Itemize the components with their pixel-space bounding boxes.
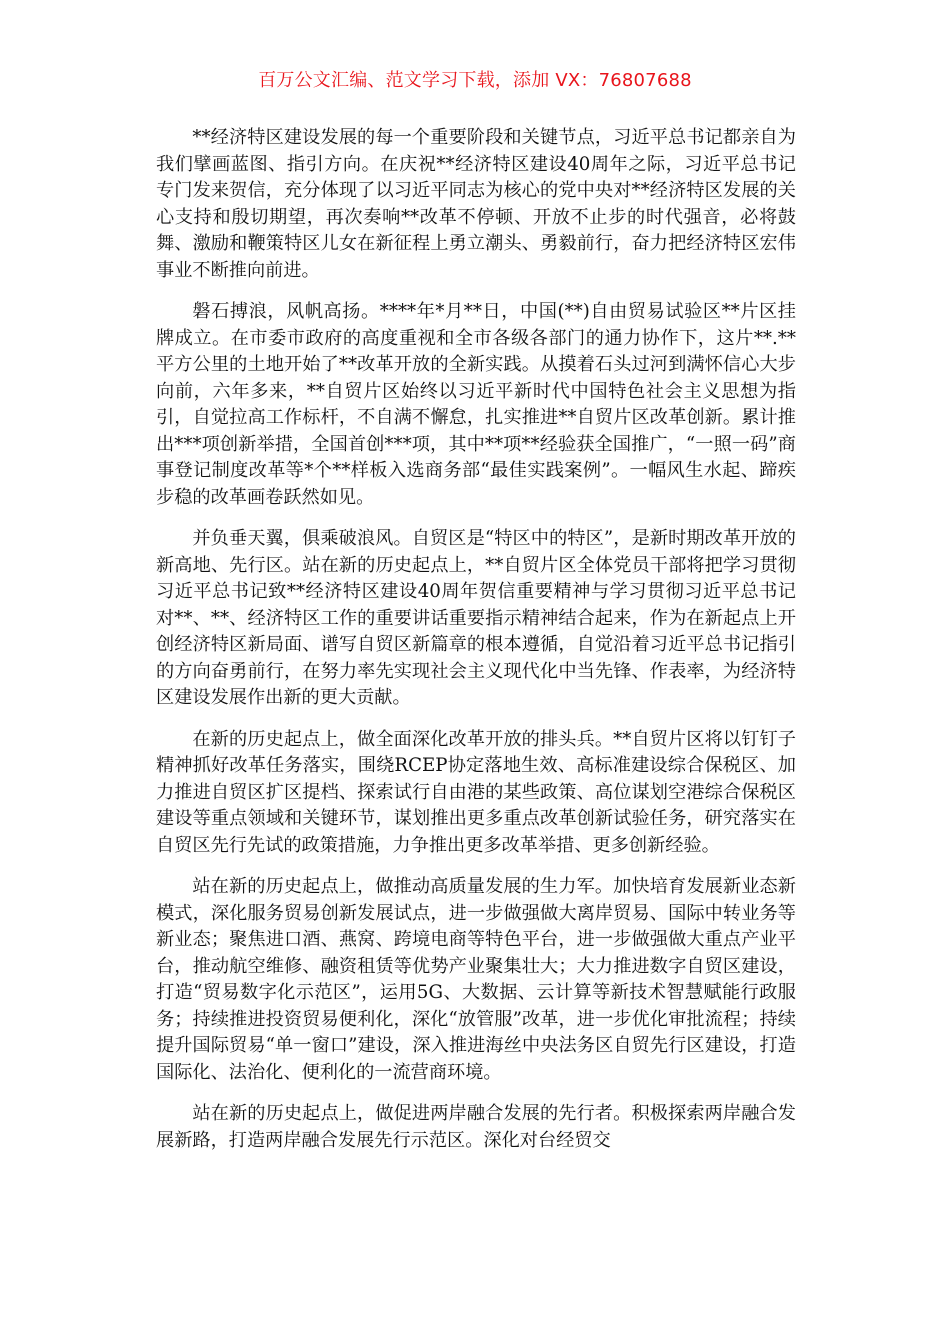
paragraph-1: **经济特区建设发展的每一个重要阶段和关键节点，习近平总书记都亲自为我们擘画蓝图、指引方向。在庆祝**经济特区建设40周年之际，习近平总书记专门发来贺信，充分体现了以习近平同志为核心的党中央对**经济特区发展的关心支持和殷切期望，再次奏响**改革不停顿、开放不止步的时代强音，必将鼓舞、激励和鞭策特区儿女在新征程上勇立潮头、勇毅前行，奋力把经济特区宏伟事业不断推向前进。 xyxy=(156,127,796,281)
header-banner: 百万公文汇编、范文学习下载，添加 VX：76807688 xyxy=(258,70,692,91)
document-body xyxy=(156,125,796,1169)
paragraph-6: 站在新的历史起点上，做促进两岸融合发展的先行者。积极探索两岸融合发展新路，打造两岸融合发展先行示范区。深化对台经贸交 xyxy=(156,1103,796,1151)
paragraph-4: 在新的历史起点上，做全面深化改革开放的排头兵。**自贸片区将以钉钉子精神抓好改革任务落实，围绕RCEP协定落地生效、高标准建设综合保税区、加力推进自贸区扩区提档、探索试行自由港的某些政策、高位谋划空港综合保税区建设等重点领域和关键环节，谋划推出更多重点改革创新试验任务，研究落实在自贸区先行先试的政策措施，力争推出更多改革举措、更多创新经验。 xyxy=(156,728,796,856)
paragraph-2: 磐石搏浪，风帆高扬。****年*月**日，中国(**)自由贸易试验区**片区挂牌成立。在市委市政府的高度重视和全市各级各部门的通力协作下，这片**.**平方公里的土地开始了**改革开放的全新实践。从摸着石头过河到满怀信心大步向前，六年多来，**自贸片区始终以习近平新时代中国特色社会主义思想为指引，自觉拉高工作标杆，不自满不懈怠，扎实推进**自贸片区改革创新。累计推出***项创新举措，全国首创***项，其中**项**经验获全国推广，“一照一码”商事登记制度改革等*个**样板入选商务部“最佳实践案例”。一幅风生水起、蹄疾步稳的改革画卷跃然如见。 xyxy=(156,301,796,508)
paragraph-3: 并负垂天翼，俱乘破浪风。自贸区是“特区中的特区”，是新时期改革开放的新高地、先行区。站在新的历史起点上，**自贸片区全体党员干部将把学习贯彻习近平总书记致**经济特区建设40周年贺信重要精神与学习贯彻习近平总书记对**、**、经济特区工作的重要讲话重要指示精神结合起来，作为在新起点上开创经济特区新局面、谱写自贸区新篇章的根本遵循，自觉沿着习近平总书记指引的方向奋勇前行，在努力率先实现社会主义现代化中当先锋、作表率，为经济特区建设发展作出新的更大贡献。 xyxy=(156,528,796,708)
paragraph-5: 站在新的历史起点上，做推动高质量发展的生力军。加快培育发展新业态新模式，深化服务贸易创新发展试点，进一步做强做大离岸贸易、国际中转业务等新业态；聚焦进口酒、燕窝、跨境电商等特色平台，进一步做强做大重点产业平台，推动航空维修、融资租赁等优势产业聚集壮大；大力推进数字自贸区建设，打造“贸易数字化示范区”，运用5G、大数据、云计算等新技术智慧赋能行政服务；持续推进投资贸易便利化，深化“放管服”改革，进一步优化审批流程；持续提升国际贸易“单一窗口”建设，深入推进海丝中央法务区自贸先行区建设，打造国际化、法治化、便利化的一流营商环境。 xyxy=(156,876,796,1083)
